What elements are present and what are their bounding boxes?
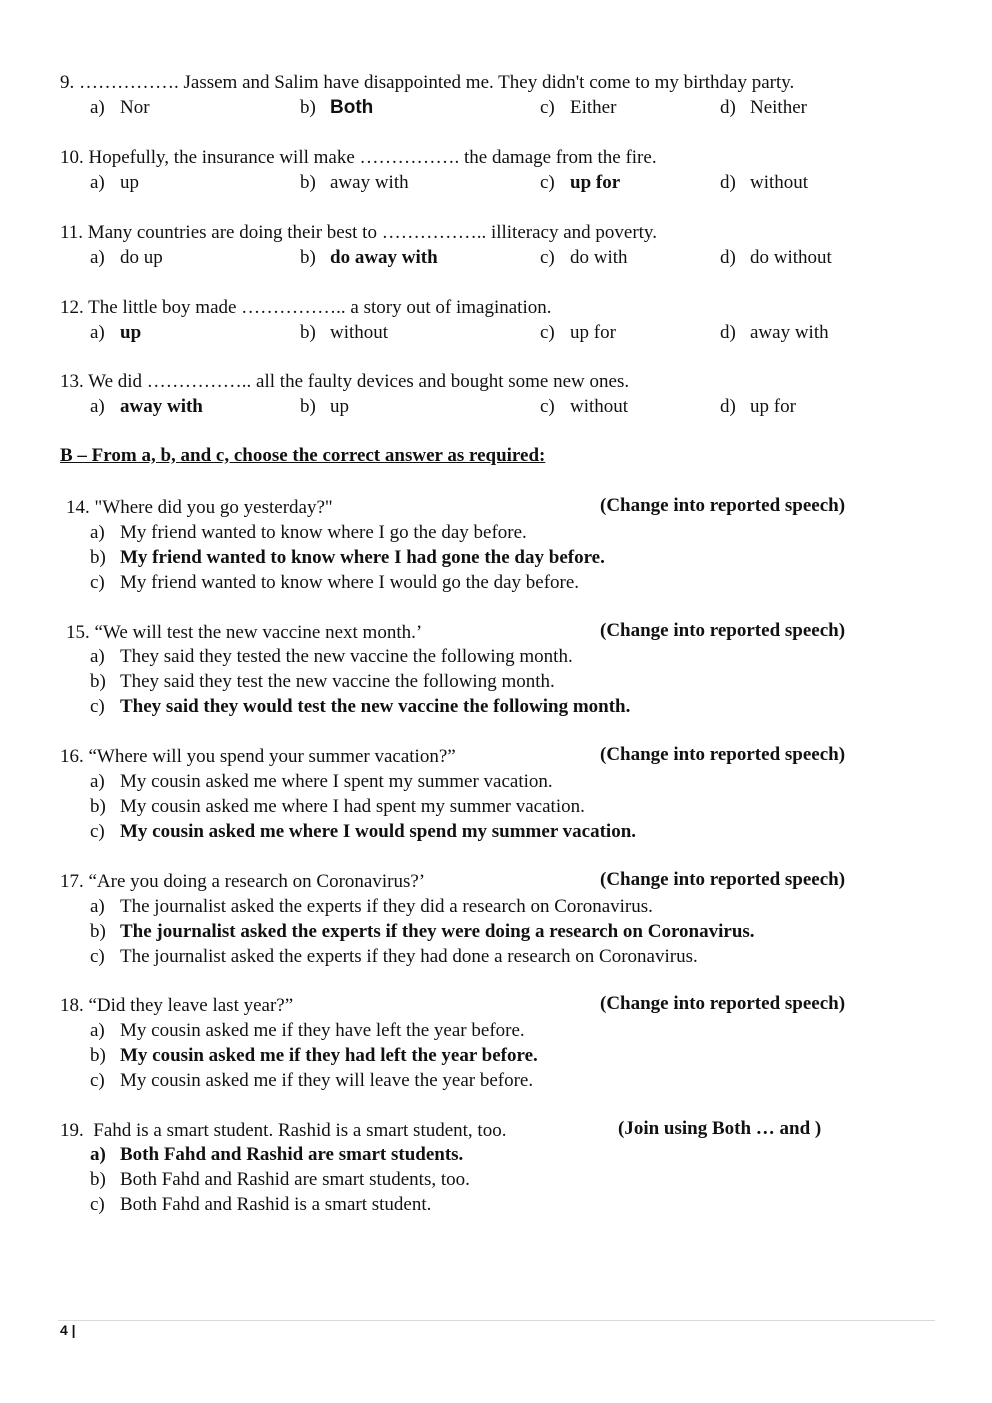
question-stem: Fahd is a smart student. Rashid is a smart student, too. [93, 1120, 507, 1141]
option-d[interactable]: d) without [720, 172, 809, 193]
question-number: 13. [60, 371, 84, 392]
option-c[interactable]: c) Both Fahd and Rashid is a smart student. [90, 1194, 432, 1215]
question-stem: “Are you doing a research on Coronavirus?’ [88, 871, 426, 892]
option-b[interactable]: b) They said they test the new vaccine the following month. [90, 671, 555, 692]
question-number: 9. [60, 72, 75, 93]
question-instruction: (Change into reported speech) [600, 744, 846, 765]
option-d[interactable]: d) Neither [720, 97, 807, 118]
question-number: 14. [66, 497, 90, 518]
option-c[interactable]: c) They said they would test the new vaccine the following month. [90, 696, 631, 717]
footer-divider [58, 1320, 935, 1321]
question-number: 15. [66, 622, 90, 643]
option-a[interactable]: a) They said they tested the new vaccine the following month. [90, 646, 573, 667]
question-17 [60, 869, 425, 894]
question-number: 19. [60, 1120, 84, 1141]
option-b[interactable]: b) My cousin asked me if they had left the year before. [90, 1045, 538, 1066]
question-instruction: (Change into reported speech) [600, 495, 846, 516]
option-a[interactable]: a) up [90, 172, 139, 193]
question-stem: We did …………….. all the faulty devices and bought some new ones. [88, 371, 630, 392]
question-9-options [90, 95, 910, 120]
question-11 [60, 220, 657, 245]
option-a[interactable]: a) My cousin asked me where I spent my summer vacation. [90, 771, 553, 792]
option-b[interactable]: b) do away with [300, 247, 438, 268]
option-a[interactable]: a) up [90, 322, 142, 343]
option-a[interactable]: a) The journalist asked the experts if they did a research on Coronavirus. [90, 896, 653, 917]
question-number: 11. [60, 222, 84, 243]
question-16 [60, 744, 456, 769]
question-stem: “Where will you spend your summer vacation?” [88, 746, 456, 767]
question-stem: “Did they leave last year?” [88, 995, 294, 1016]
question-18 [60, 993, 293, 1018]
option-c[interactable]: c) without [540, 396, 629, 417]
option-d[interactable]: d) up for [720, 396, 796, 417]
option-b[interactable]: b) My cousin asked me where I had spent my summer vacation. [90, 796, 585, 817]
option-b[interactable]: b) The journalist asked the experts if they were doing a research on Coronavirus. [90, 921, 755, 942]
question-number: 16. [60, 746, 84, 767]
question-14 [66, 495, 333, 520]
question-instruction: (Join using Both … and ) [618, 1118, 822, 1139]
question-9 [60, 70, 794, 95]
question-13-options [90, 394, 910, 419]
option-c[interactable]: c) Either [540, 97, 617, 118]
option-a[interactable]: a) Both Fahd and Rashid are smart students. [90, 1144, 464, 1165]
question-12 [60, 295, 551, 320]
option-c[interactable]: c) The journalist asked the experts if they had done a research on Coronavirus. [90, 946, 698, 967]
question-instruction: (Change into reported speech) [600, 869, 846, 890]
question-10-options [90, 170, 910, 195]
option-c[interactable]: c) My cousin asked me if they will leave the year before. [90, 1070, 534, 1091]
question-number: 18. [60, 995, 84, 1016]
question-11-options [90, 245, 910, 270]
option-b[interactable]: b) away with [300, 172, 409, 193]
option-d[interactable]: d) do without [720, 247, 832, 268]
option-c[interactable]: c) up for [540, 172, 621, 193]
question-instruction: (Change into reported speech) [600, 620, 846, 641]
option-a[interactable]: a) Nor [90, 97, 150, 118]
question-stem: “We will test the new vaccine next month.’ [94, 622, 423, 643]
option-b[interactable]: b) Both [300, 97, 374, 118]
option-c[interactable]: c) do with [540, 247, 628, 268]
question-number: 12. [60, 297, 84, 318]
option-c[interactable]: c) My friend wanted to know where I would go the day before. [90, 572, 580, 593]
option-c[interactable]: c) My cousin asked me where I would spend my summer vacation. [90, 821, 637, 842]
question-stem: ……………. Jassem and Salim have disappointed me. They didn't come to my birthday party. [79, 72, 795, 93]
option-a[interactable]: a) My cousin asked me if they have left the year before. [90, 1020, 525, 1041]
question-15 [66, 620, 422, 645]
option-d[interactable]: d) away with [720, 322, 829, 343]
option-b[interactable]: b) without [300, 322, 389, 343]
question-stem: "Where did you go yesterday?" [94, 497, 333, 518]
option-a[interactable]: a) do up [90, 247, 163, 268]
question-19 [60, 1118, 506, 1143]
option-c[interactable]: c) up for [540, 322, 616, 343]
option-b[interactable]: b) My friend wanted to know where I had gone the day before. [90, 547, 605, 568]
question-stem: Hopefully, the insurance will make ……………. the damage from the fire. [88, 147, 657, 168]
question-stem: Many countries are doing their best to …………….. illiteracy and poverty. [87, 222, 657, 243]
option-a[interactable]: a) away with [90, 396, 203, 417]
section-b-heading: B – From a, b, and c, choose the correct answer as required: [60, 445, 546, 466]
option-a[interactable]: a) My friend wanted to know where I go the day before. [90, 522, 527, 543]
question-12-options [90, 320, 910, 345]
question-number: 10. [60, 147, 84, 168]
question-instruction: (Change into reported speech) [600, 993, 846, 1014]
question-stem: The little boy made …………….. a story out of imagination. [88, 297, 552, 318]
question-13 [60, 369, 629, 394]
question-number: 17. [60, 871, 84, 892]
question-10 [60, 145, 657, 170]
option-b[interactable]: b) up [300, 396, 349, 417]
option-b[interactable]: b) Both Fahd and Rashid are smart students, too. [90, 1169, 470, 1190]
page-number: 4 | [60, 1322, 76, 1338]
